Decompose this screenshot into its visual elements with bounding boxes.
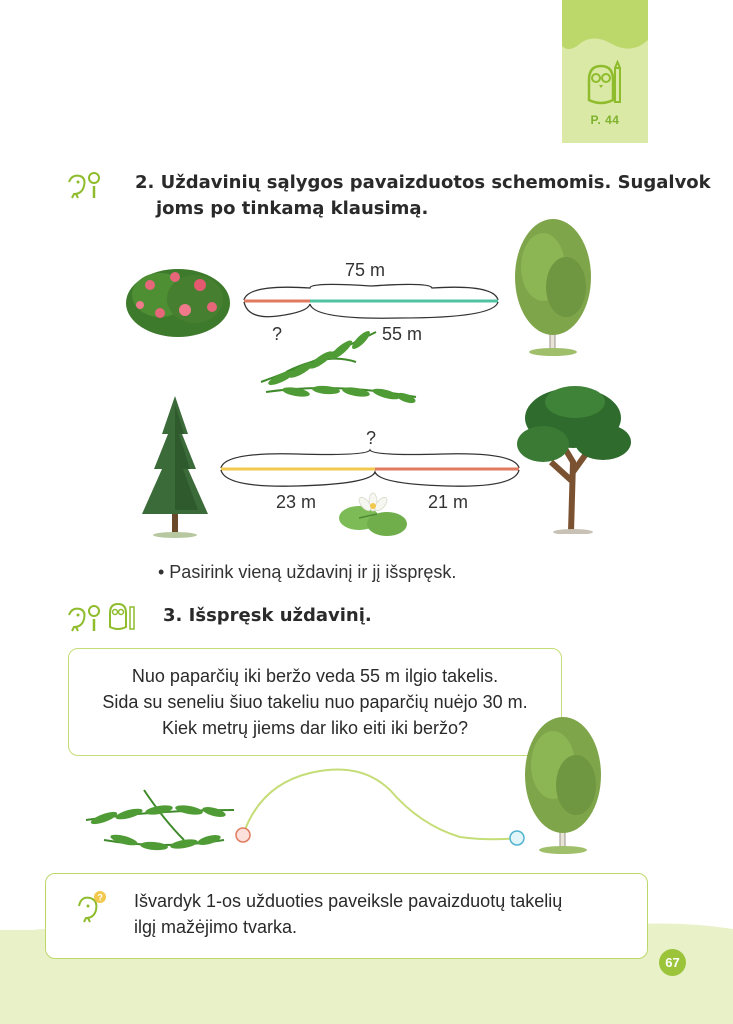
note-box [45,873,648,959]
owl-reading-icon [581,60,629,110]
task2-number: 2. [135,172,155,193]
path-diagram [230,765,530,850]
problem-box [68,648,562,756]
note-line1: Išvardyk 1-os užduoties paveiksle pavaizduotų takelių [134,891,563,911]
pine-tree-image [513,382,635,534]
scheme1-unknown: ? [272,324,283,344]
water-lily-image [337,488,409,540]
problem-line2: Sida su seneliu šiuo takeliu nuo paparčių nuėjo 30 m. [102,692,528,712]
task2-bullet: • Pasirink vieną uždavinį ir jį išspręsk. [158,562,457,582]
bird-question-icon [76,890,106,924]
scheme2-part1: 23 m [276,492,317,512]
fern-image [84,780,244,866]
task3-number: 3. [163,605,183,626]
task2-title-line1: Uždavinių sąlygos pavaizduotos schemomis. Sugalvok [160,172,711,193]
birch-tree-image [508,212,598,357]
birds-with-lightbulb-icon [66,170,102,200]
task2-title-line2: joms po tinkamą klausimą. [156,198,429,219]
reference-page: P. 44 [590,113,620,127]
rose-bush-image [120,255,240,345]
page-number: 67 [659,949,686,976]
scheme1-total-label: 75 m [345,260,386,280]
note-line2: ilgį mažėjimo tvarka. [134,917,298,937]
scheme1-diagram [240,282,502,322]
wave-decoration [562,0,648,60]
end-point [510,831,524,845]
task3-title-text: Išspręsk uždavinį. [188,605,372,626]
task2-title [135,170,711,195]
birds-with-lightbulb-icon [66,603,102,633]
scheme2-diagram [217,448,523,492]
fern-image [256,322,426,408]
birch-tree-image [518,710,608,855]
spruce-tree-image [134,394,216,539]
owl-with-pencil-icon [106,601,138,633]
svg-text:?: ? [97,892,103,903]
task3-title [163,603,372,628]
scheme1-known: 55 m [382,324,423,344]
scheme2-total-label: ? [366,428,377,448]
scheme2-part2: 21 m [428,492,469,512]
problem-line3: Kiek metrų jiems dar liko eiti iki beržo? [161,718,469,738]
problem-line1: Nuo paparčių iki beržo veda 55 m ilgio takelis. [131,666,499,686]
start-point [236,828,250,842]
